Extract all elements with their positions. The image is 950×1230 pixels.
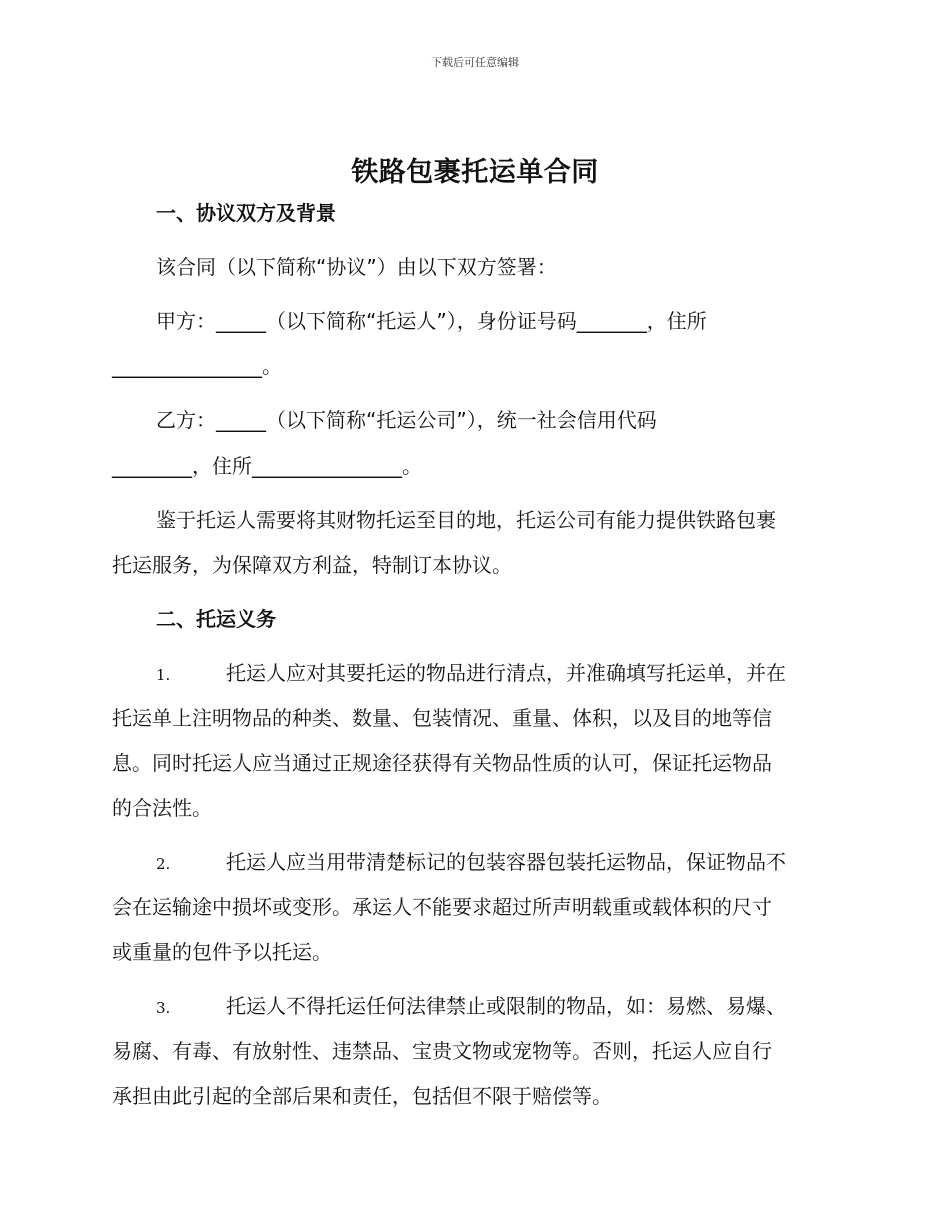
list-item-2 (156, 848, 786, 878)
list-item-3 (156, 992, 786, 1022)
background-line1: 鉴于托运人需要将其财物托运至目的地，托运公司有能力提供铁路包裹 (156, 508, 776, 532)
section1-heading: 一、协议双方及背景 (156, 201, 336, 225)
item-text: 托运人应当用带清楚标记的包装容器包装托运物品，保证物品不 (226, 850, 786, 874)
party-b-line1: 乙方：_____（以下简称“托运公司”），统一社会信用代码 (156, 408, 657, 432)
item-1-line4: 的合法性。 (112, 796, 212, 820)
header-note: 下载后可任意编辑 (431, 56, 519, 69)
party-b-line2: ________，住所_______________。 (112, 454, 422, 478)
item-2-line3: 或重量的包件予以托运。 (112, 940, 332, 964)
document-title: 铁路包裹托运单合同 (351, 157, 599, 188)
item-text: 托运人应对其要托运的物品进行清点，并准确填写托运单，并在 (226, 661, 786, 685)
item-number: 2. (156, 855, 171, 873)
background-line2: 托运服务，为保障双方利益，特制订本协议。 (112, 553, 512, 577)
item-3-line2: 易腐、有毒、有放射性、违禁品、宝贵文物或宠物等。否则，托运人应自行 (112, 1039, 772, 1063)
party-a-line1: 甲方：_____（以下简称“托运人”），身份证号码_______，住所 (156, 309, 707, 333)
item-number: 3. (156, 999, 171, 1017)
item-1-line3: 息。同时托运人应当通过正规途径获得有关物品性质的认可，保证托运物品 (112, 751, 772, 775)
item-1-line2: 托运单上注明物品的种类、数量、包装情况、重量、体积，以及目的地等信 (112, 706, 772, 730)
item-text: 托运人不得托运任何法律禁止或限制的物品，如：易燃、易爆、 (226, 994, 786, 1018)
item-2-line2: 会在运输途中损坏或变形。承运人不能要求超过所声明载重或载体积的尺寸 (112, 895, 772, 919)
item-number: 1. (156, 666, 171, 684)
party-a-line2: _______________。 (112, 354, 282, 378)
list-item-1 (156, 659, 786, 689)
item-3-line3: 承担由此引起的全部后果和责任，包括但不限于赔偿等。 (112, 1084, 612, 1108)
intro-paragraph: 该合同（以下简称“协议”）由以下双方签署： (156, 255, 557, 279)
section2-heading: 二、托运义务 (156, 607, 276, 631)
